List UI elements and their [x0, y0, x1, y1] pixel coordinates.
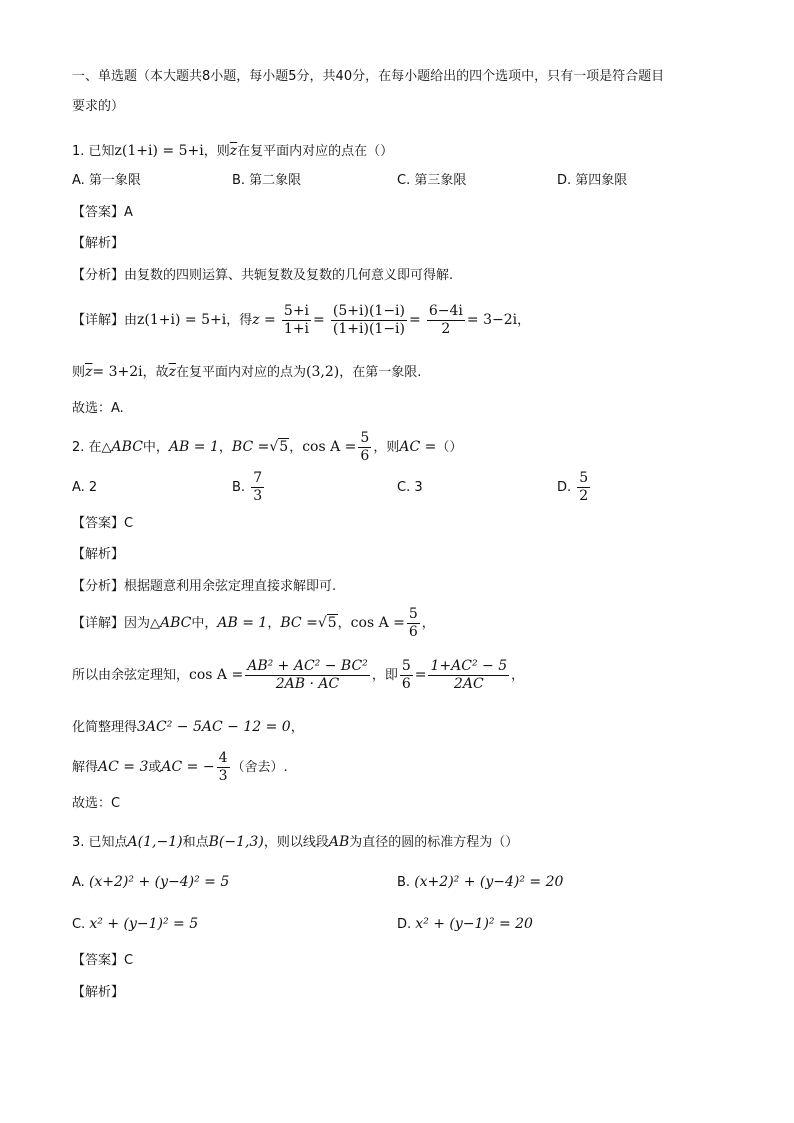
- q1-option-a: A. 第一象限: [72, 173, 141, 188]
- q1-choose: 故选：A.: [72, 401, 124, 416]
- question-2: 2. 在△ABC中，AB = 1，BC =√5，cos A = $\frac{5}{6}$ ，则AC =（）: [72, 430, 463, 464]
- q2-option-d: D. $\frac{5}{2}$: [557, 470, 589, 504]
- q1-equation: z(1+i) = 5+i: [114, 143, 204, 159]
- fenxi-label: 【分析】: [72, 268, 125, 283]
- q2-cosine-law: 所以由余弦定理知，cos A = $\frac{\text{AB² + AC² − BC²}}{2AB \cdot AC}$ ，即 $\frac{5}{6}$ = $\frac{\text{1+AC² − 5}}{2AC}$ ，: [72, 658, 525, 692]
- q1-option-d: D. 第四象限: [557, 173, 628, 188]
- q3-option-b: B. (x+2)² + (y−4)² = 20: [397, 874, 564, 890]
- q3-option-d: D. x² + (y−1)² = 20: [397, 916, 533, 932]
- question-3: 3. 已知点A(1,−1)和点B(−1,3)，则以线段AB为直径的圆的标准方程为（）: [72, 834, 519, 850]
- q1-detail: 【详解】由z(1+i) = 5+i，得z = $\frac{5+i}{1+i}$ = $\frac{(5+i)(1-i)}{(1+i)(1-i)}$ = $\frac{6-4i}{2}$ = 3−2i，: [72, 303, 531, 337]
- q2-analysis-label: 【解析】: [72, 547, 125, 562]
- detail-label: 【详解】: [72, 313, 125, 328]
- zbar: $\overline{z}$: [85, 364, 93, 380]
- q1-conclusion: 则$\overline{z}= 3+2i$，故$\overline{z}$在复平面内对应的点为(3,2)，在第一象限.: [72, 364, 422, 380]
- answer-value: A: [124, 205, 133, 220]
- q1-suffix: 在复平面内对应的点在（）: [237, 144, 394, 159]
- detail-result: = 3−2i: [466, 312, 518, 328]
- section-header-cont: 要求的）: [72, 99, 125, 114]
- q2-answer: 【答案】C: [72, 516, 134, 531]
- q2-choose: 故选：C: [72, 796, 121, 811]
- q2-option-c: C. 3: [397, 480, 423, 495]
- q2-option-b: B. $\frac{7}{3}$: [232, 470, 263, 504]
- q1-answer: [72, 203, 133, 223]
- q1-option-b: B. 第二象限: [232, 173, 302, 188]
- question-1: [72, 141, 393, 162]
- q2-solve: 解得AC = 3或AC = − $\frac{4}{3}$ （舍去）.: [72, 750, 288, 784]
- q1-mid: ，则: [203, 144, 230, 159]
- q2-simplify: 化简整理得3AC² − 5AC − 12 = 0，: [72, 719, 304, 735]
- detail-mid: ，得: [226, 313, 253, 328]
- cos-fraction: $\frac{5}{6}$: [360, 430, 370, 464]
- detail-prefix: 由: [124, 313, 138, 328]
- sqrt: √5: [269, 439, 289, 455]
- q3-option-a: A. (x+2)² + (y−4)² = 5: [72, 874, 230, 890]
- q2-option-a: A. 2: [72, 480, 98, 495]
- answer-label: 【答案】: [72, 205, 125, 220]
- fraction-1: $\frac{5+i}{1+i}$: [283, 303, 310, 337]
- q1-prefix: 1. 已知: [72, 144, 115, 159]
- q1-fenxi: [72, 266, 453, 286]
- q3-option-c: C. x² + (y−1)² = 5: [72, 916, 199, 932]
- section-header: 一、单选题（本大题共8小题，每小题5分，共40分，在每小题给出的四个选项中，只有一项是符合题目: [72, 69, 665, 84]
- q1-zbar: $\overline{z}$: [229, 143, 238, 159]
- q2-detail: 【详解】因为△ABC中，AB = 1，BC =√5，cos A = $\frac{5}{6}$ ，: [72, 606, 435, 640]
- q2-fenxi: 【分析】根据题意利用余弦定理直接求解即可.: [72, 579, 337, 594]
- point: (3,2): [306, 364, 340, 380]
- detail-z: z =: [252, 312, 276, 328]
- q3-answer: 【答案】C: [72, 953, 134, 968]
- q1-analysis-label: 【解析】: [72, 236, 125, 251]
- q1-option-c: C. 第三象限: [397, 173, 467, 188]
- detail-eq1: z(1+i) = 5+i: [137, 312, 227, 328]
- fraction-3: $\frac{6-4i}{2}$: [428, 303, 463, 337]
- q3-analysis-label: 【解析】: [72, 985, 125, 1000]
- fenxi-text: 由复数的四则运算、共轭复数及复数的几何意义即可得解.: [124, 268, 454, 283]
- law-fraction: $\frac{\text{AB² + AC² − BC²}}{2AB \cdot AC}$: [247, 658, 368, 692]
- fraction-2: $\frac{(5+i)(1-i)}{(1+i)(1-i)}$: [332, 303, 405, 337]
